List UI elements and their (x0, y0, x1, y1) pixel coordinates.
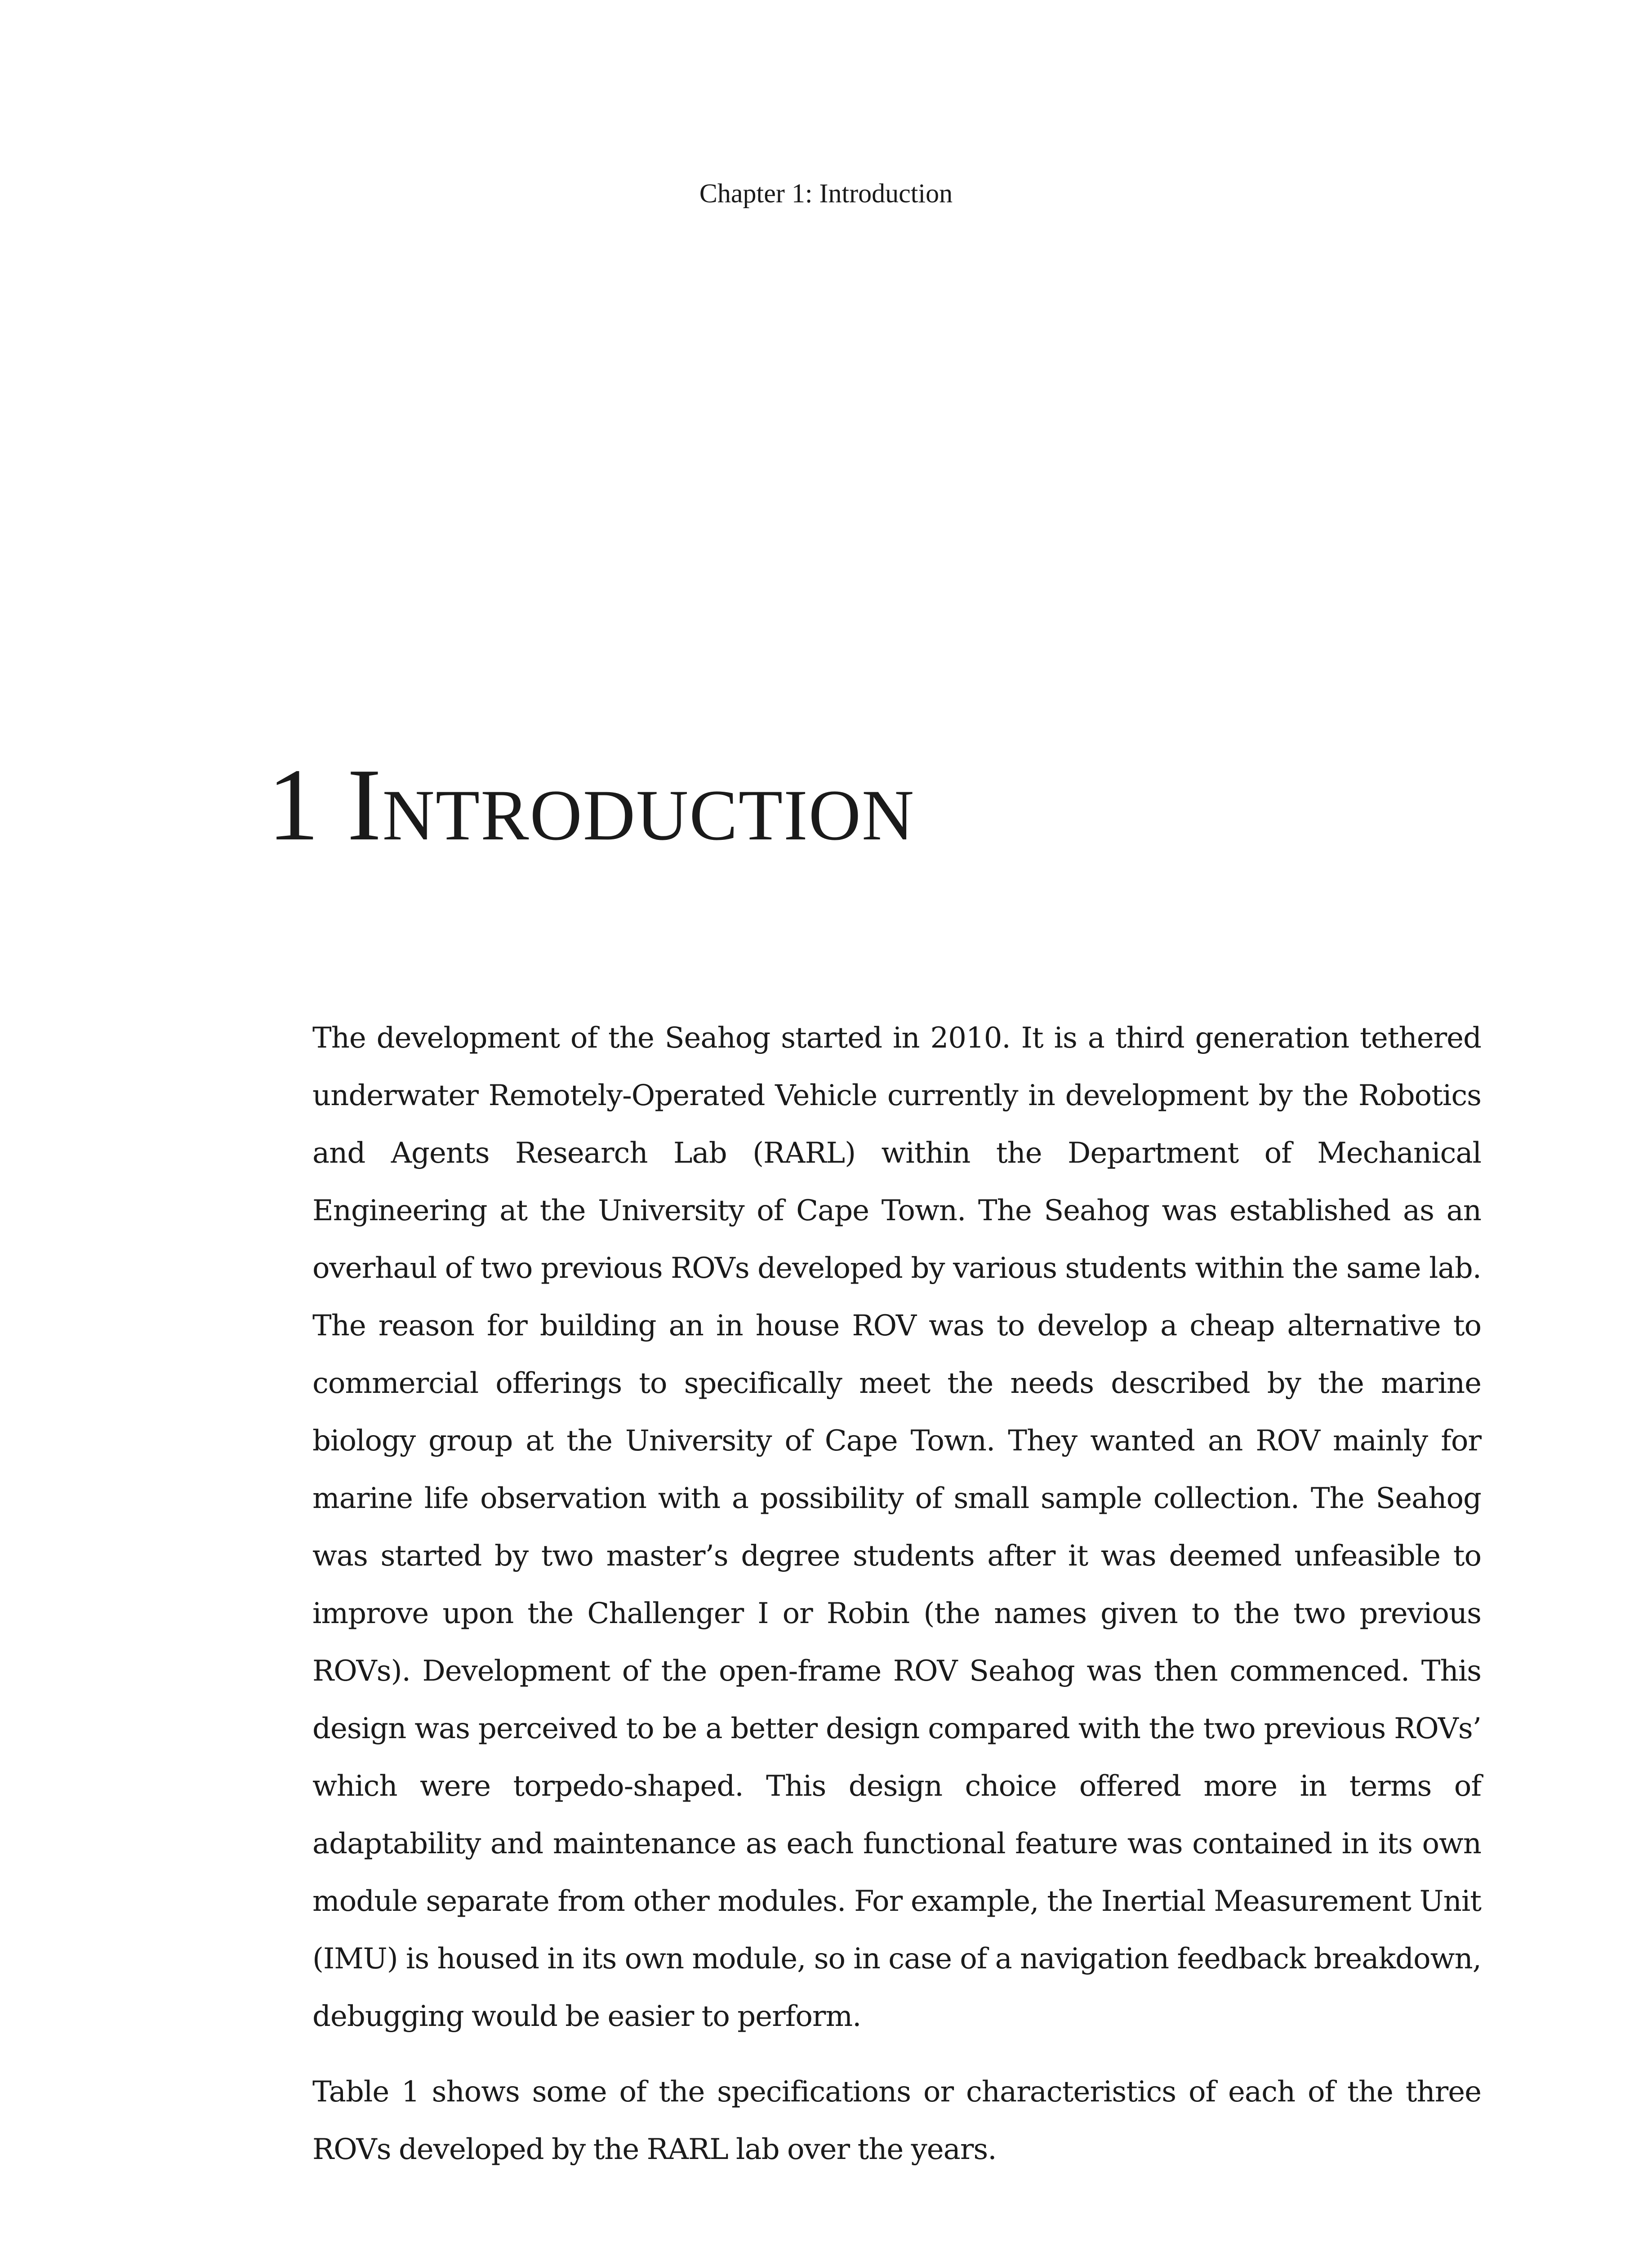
body-text (312, 1009, 1481, 2196)
chapter-number: 1 (267, 747, 320, 862)
running-header: Chapter 1: Introduction (699, 178, 953, 208)
paragraph: Table 1 shows some of the specifications or characteristics of each of the three ROVs developed by the RARL lab over the years. (312, 2075, 1481, 2166)
chapter-title (267, 746, 915, 863)
chapter-title-text: Introduction (347, 747, 915, 862)
paragraph: The development of the Seahog started in 2010. It is a third generation tethered underwater Remotely-Operated Vehicle currently in development by the Robotics and Agents Research Lab (RARL) within the Department of Mechanical Engineering at the University of Cape Town. The Seahog was established as an overhaul of two previous ROVs developed by various students within the same lab. The reason for building an in house ROV was to develop a cheap alternative to commercial offerings to specifically meet the needs described by the marine biology group at the University of Cape Town. They wanted an ROV mainly for marine life observation with a possibility of small sample collection. The Seahog was started by two master’s degree students after it was deemed unfeasible to improve upon the Challenger I or Robin (the names given to the two previous ROVs). Development of the open-frame ROV Seahog was then commenced. This design was perceived to be a better design compared with the two previous ROVs’ which were torpedo-shaped. This design choice offered more in terms of adaptability and maintenance as each functional feature was contained in its own module separate from other modules. For example, the Inertial Measurement Unit (IMU) is housed in its own module, so in case of a navigation feedback breakdown, debugging would be easier to perform. (312, 1021, 1481, 2033)
